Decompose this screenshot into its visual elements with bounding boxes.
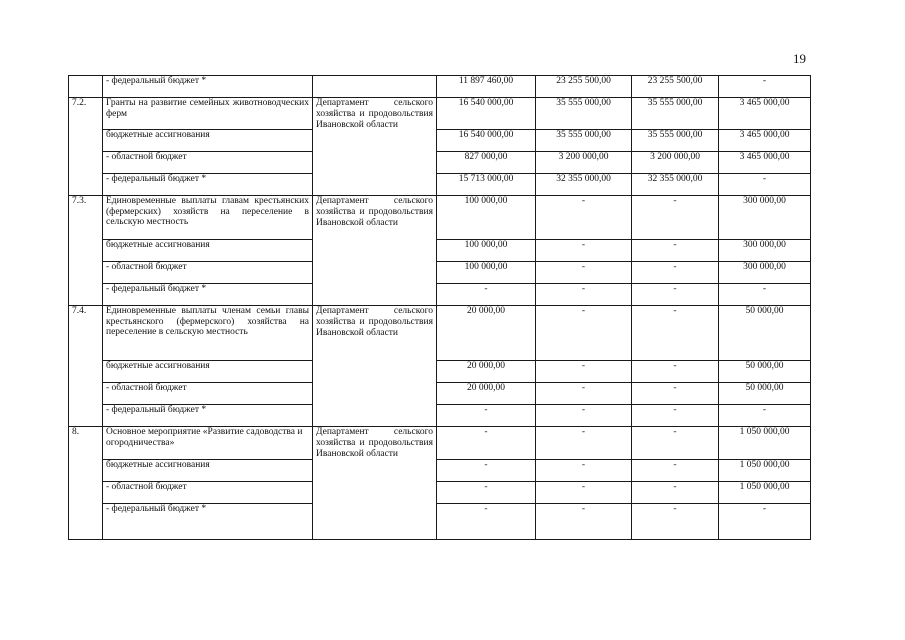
row-number: 7.3. bbox=[69, 196, 103, 306]
value-cell: - bbox=[437, 284, 536, 306]
value-cell: 300 000,00 bbox=[719, 262, 811, 284]
value-cell: 300 000,00 bbox=[719, 196, 811, 240]
value-cell: - bbox=[632, 196, 719, 240]
value-cell: 827 000,00 bbox=[437, 152, 536, 174]
row-number: 8. bbox=[69, 427, 103, 540]
value-cell: 3 200 000,00 bbox=[632, 152, 719, 174]
value-cell: - bbox=[632, 427, 719, 460]
value-cell: 32 355 000,00 bbox=[632, 174, 719, 196]
value-cell: - bbox=[437, 460, 536, 482]
subrow-label: - областной бюджет bbox=[103, 383, 313, 405]
value-cell: - bbox=[632, 460, 719, 482]
value-cell: 20 000,00 bbox=[437, 383, 536, 405]
department-cell: Департамент сельского хозяйства и продовольствия Ивановской области bbox=[313, 427, 437, 540]
value-cell: 23 255 500,00 bbox=[536, 76, 632, 98]
value-cell: - bbox=[437, 482, 536, 504]
department-cell: Департамент сельского хозяйства и продовольствия Ивановской области bbox=[313, 306, 437, 427]
subrow-label: - федеральный бюджет * bbox=[103, 174, 313, 196]
value-cell: 16 540 000,00 bbox=[437, 130, 536, 152]
value-cell: 3 200 000,00 bbox=[536, 152, 632, 174]
table-row bbox=[69, 383, 811, 405]
value-cell: - bbox=[632, 284, 719, 306]
measure-title: Основное мероприятие «Развитие садоводства и огородничества» bbox=[103, 427, 313, 460]
department-cell bbox=[313, 76, 437, 98]
value-cell: 35 555 000,00 bbox=[632, 98, 719, 130]
table-row bbox=[69, 98, 811, 130]
value-cell: - bbox=[437, 504, 536, 540]
row-number: 7.4. bbox=[69, 306, 103, 427]
value-cell: 1 050 000,00 bbox=[719, 482, 811, 504]
value-cell: - bbox=[632, 482, 719, 504]
value-cell: 300 000,00 bbox=[719, 240, 811, 262]
value-cell: - bbox=[536, 460, 632, 482]
table-row bbox=[69, 174, 811, 196]
value-cell: 15 713 000,00 bbox=[437, 174, 536, 196]
table-row bbox=[69, 306, 811, 361]
value-cell: - bbox=[632, 383, 719, 405]
value-cell: - bbox=[632, 306, 719, 361]
table-row bbox=[69, 262, 811, 284]
table-row bbox=[69, 427, 811, 460]
value-cell: - bbox=[719, 405, 811, 427]
value-cell: 3 465 000,00 bbox=[719, 152, 811, 174]
value-cell: 3 465 000,00 bbox=[719, 130, 811, 152]
value-cell: 20 000,00 bbox=[437, 306, 536, 361]
subrow-label: бюджетные ассигнования bbox=[103, 460, 313, 482]
subrow-label: бюджетные ассигнования bbox=[103, 361, 313, 383]
table-row bbox=[69, 196, 811, 240]
value-cell: - bbox=[632, 262, 719, 284]
value-cell: - bbox=[536, 284, 632, 306]
table-row bbox=[69, 240, 811, 262]
value-cell: 1 050 000,00 bbox=[719, 427, 811, 460]
value-cell: - bbox=[536, 240, 632, 262]
value-cell: - bbox=[632, 240, 719, 262]
value-cell: 100 000,00 bbox=[437, 262, 536, 284]
value-cell: - bbox=[536, 383, 632, 405]
value-cell: - bbox=[632, 405, 719, 427]
department-cell: Департамент сельского хозяйства и продовольствия Ивановской области bbox=[313, 196, 437, 306]
subrow-label: - областной бюджет bbox=[103, 262, 313, 284]
value-cell: - bbox=[437, 427, 536, 460]
subrow-label: - федеральный бюджет * bbox=[103, 405, 313, 427]
table-row bbox=[69, 152, 811, 174]
value-cell: - bbox=[536, 262, 632, 284]
value-cell: 32 355 000,00 bbox=[536, 174, 632, 196]
table-row bbox=[69, 405, 811, 427]
value-cell: 50 000,00 bbox=[719, 361, 811, 383]
value-cell: - bbox=[719, 504, 811, 540]
value-cell: 50 000,00 bbox=[719, 306, 811, 361]
value-cell: 100 000,00 bbox=[437, 196, 536, 240]
value-cell: - bbox=[536, 361, 632, 383]
table-row bbox=[69, 482, 811, 504]
value-cell: - bbox=[719, 284, 811, 306]
value-cell: - bbox=[536, 196, 632, 240]
value-cell: - bbox=[536, 504, 632, 540]
subrow-label: бюджетные ассигнования bbox=[103, 130, 313, 152]
value-cell: 20 000,00 bbox=[437, 361, 536, 383]
measure-title: Единовременные выплаты членам семьи главы крестьянского (фермерского) хозяйства на переселение в сельскую местность bbox=[103, 306, 313, 361]
subrow-label: - областной бюджет bbox=[103, 482, 313, 504]
value-cell: 35 555 000,00 bbox=[536, 98, 632, 130]
measure-title: Гранты на развитие семейных животноводческих ферм bbox=[103, 98, 313, 130]
value-cell: 16 540 000,00 bbox=[437, 98, 536, 130]
value-cell: 50 000,00 bbox=[719, 383, 811, 405]
subrow-label: - федеральный бюджет * bbox=[103, 284, 313, 306]
value-cell: - bbox=[536, 405, 632, 427]
measure-title: Единовременные выплаты главам крестьянских (фермерских) хозяйств на переселение в сельскую местность bbox=[103, 196, 313, 240]
value-cell: 23 255 500,00 bbox=[632, 76, 719, 98]
value-cell: - bbox=[632, 361, 719, 383]
subrow-label: - федеральный бюджет * bbox=[103, 504, 313, 540]
value-cell: - bbox=[632, 504, 719, 540]
page-number: 19 bbox=[793, 51, 806, 66]
subrow-label: бюджетные ассигнования bbox=[103, 240, 313, 262]
subrow-label: - федеральный бюджет * bbox=[103, 76, 313, 98]
row-number bbox=[69, 76, 103, 98]
budget-table bbox=[68, 75, 811, 540]
value-cell: 100 000,00 bbox=[437, 240, 536, 262]
value-cell: 3 465 000,00 bbox=[719, 98, 811, 130]
value-cell: - bbox=[437, 405, 536, 427]
department-cell: Департамент сельского хозяйства и продовольствия Ивановской области bbox=[313, 98, 437, 196]
table-row bbox=[69, 76, 811, 98]
value-cell: - bbox=[536, 306, 632, 361]
row-number: 7.2. bbox=[69, 98, 103, 196]
table-row bbox=[69, 130, 811, 152]
subrow-label: - областной бюджет bbox=[103, 152, 313, 174]
value-cell: - bbox=[719, 174, 811, 196]
value-cell: - bbox=[536, 427, 632, 460]
value-cell: 1 050 000,00 bbox=[719, 460, 811, 482]
table-row bbox=[69, 284, 811, 306]
value-cell: 11 897 460,00 bbox=[437, 76, 536, 98]
table-row bbox=[69, 460, 811, 482]
value-cell: - bbox=[719, 76, 811, 98]
value-cell: 35 555 000,00 bbox=[536, 130, 632, 152]
table-row bbox=[69, 361, 811, 383]
table-row bbox=[69, 504, 811, 540]
value-cell: - bbox=[536, 482, 632, 504]
value-cell: 35 555 000,00 bbox=[632, 130, 719, 152]
